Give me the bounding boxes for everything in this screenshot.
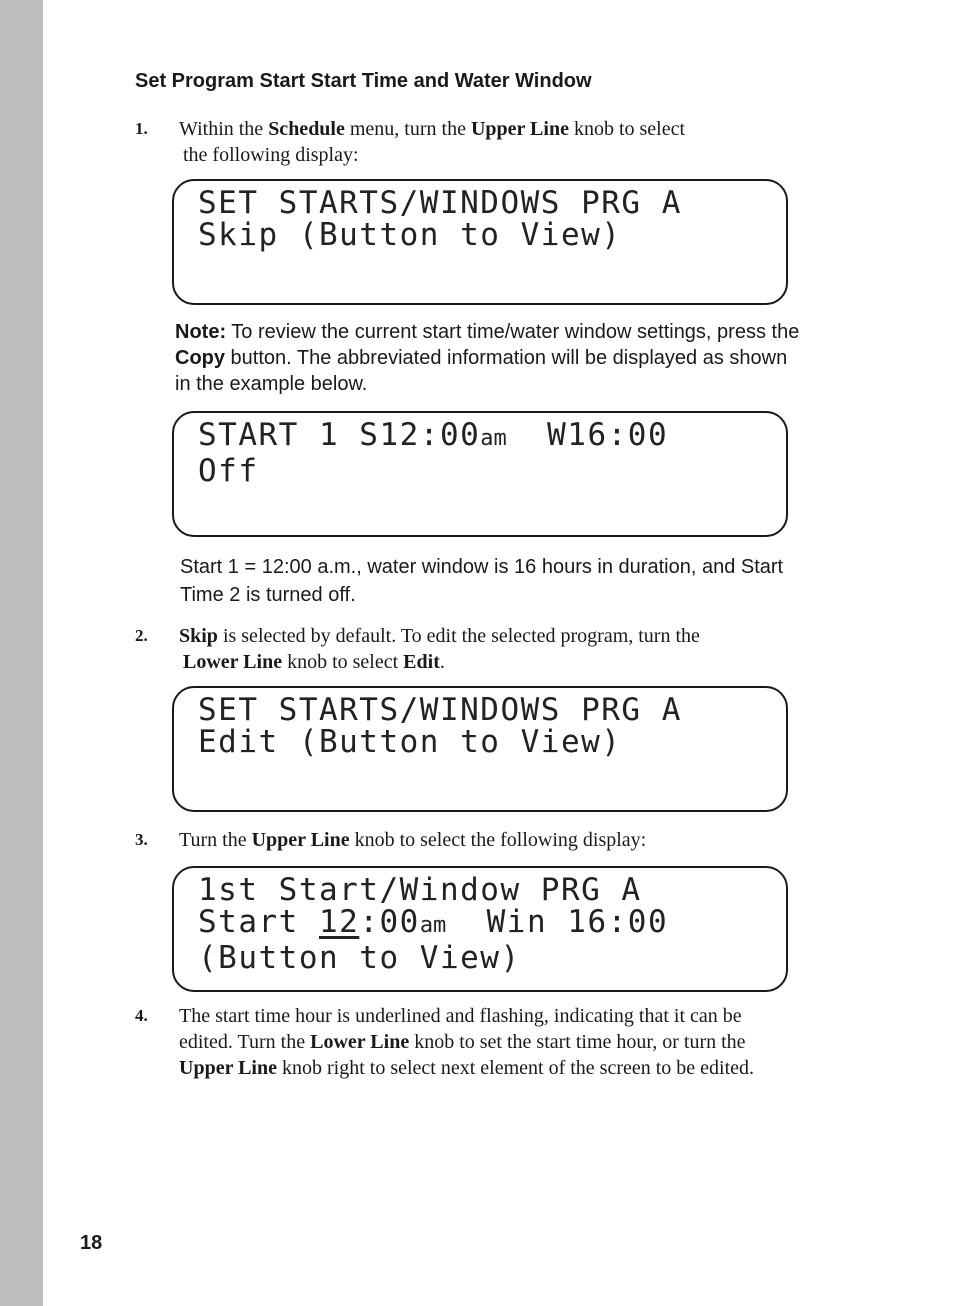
step-number: 1. [135,119,148,138]
page-margin-bar [0,0,43,1306]
step-1 [135,116,815,168]
edit-term: Edit [403,651,440,673]
upper-line-term: Upper Line [179,1057,277,1079]
step-number: 2. [135,626,148,645]
section-heading: Set Program Start Start Time and Water Window [135,70,592,92]
lcd-line-1: START 1 S12:00am W16:00 [198,417,669,453]
lcd-line-1: SET STARTS/WINDOWS PRG A [198,692,682,728]
note-label: Note: [175,321,227,343]
lcd-display-edit [172,686,788,812]
lcd-line-2: Off [198,453,259,489]
step-4 [135,1003,795,1081]
caption-paragraph: Start 1 = 12:00 a.m., water window is 16 hours in duration, and Start Time 2 is turned off. [180,556,784,606]
schedule-term: Schedule [268,118,345,140]
page-number: 18 [80,1232,103,1254]
step-text: The start time hour is underlined and flashing, indicating that it can be edited. Turn the Lower Line knob to set the start time hour, or turn the Upper Line knob right to select next element of the screen to be edited. [179,1005,755,1079]
lcd-line-1: 1st Start/Window PRG A [198,872,642,908]
lower-line-term: Lower Line [183,651,283,673]
lcd-display-skip [172,179,788,305]
lcd-line-3: (Button to View) [198,940,521,976]
lcd-line-1: SET STARTS/WINDOWS PRG A [198,185,682,221]
start-hour-field: 12 [318,904,360,940]
step-2 [135,623,815,675]
step-text: Turn the Upper Line knob to select the following display: [179,829,647,851]
upper-line-term: Upper Line [470,118,569,140]
copy-term: Copy [175,347,225,369]
lcd-line-2: Edit (Button to View) [198,724,622,760]
lcd-display-first-start [172,866,788,992]
upper-line-term: Upper Line [251,829,350,851]
lcd-line-2: Start 12:00am Win 16:00 [198,904,669,940]
skip-term: Skip [179,625,218,647]
note-paragraph: Note: To review the current start time/water window settings, press the Copy button. The abbreviated information will be displayed as shown in the example below. [175,321,800,395]
step-number: 4. [135,1006,148,1025]
lcd-line-2: Skip (Button to View) [198,217,622,253]
lower-line-term: Lower Line [310,1031,410,1053]
step-text: Skip is selected by default. To edit the selected program, turn the Lower Line knob to select Edit. [179,625,700,673]
step-text: Within the Schedule menu, turn the Upper Line knob to select the following display: [179,118,686,166]
step-3 [135,827,815,853]
step-number: 3. [135,830,148,849]
lcd-display-start-summary [172,411,788,537]
